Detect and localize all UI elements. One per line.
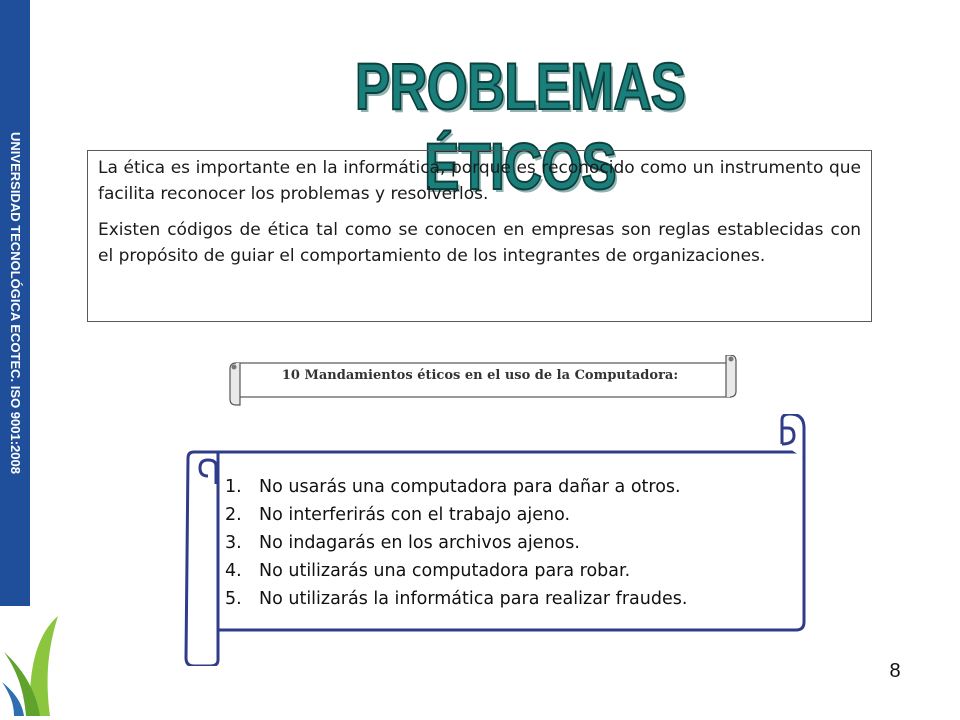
intro-paragraph-2: Existen códigos de ética tal como se conocen en empresas son reglas establecidas con el propósito de guiar el comportamiento de los integrantes de organizaciones. [98,220,861,266]
list-item [225,501,795,529]
list-item-text: No interferirás con el trabajo ajeno. [259,505,571,525]
list-item-text: No usarás una computadora para dañar a otros. [259,477,681,497]
commandments-list [225,473,795,613]
intro-text-box [87,150,872,322]
list-item-number: 1. [225,477,242,497]
list-item [225,473,795,501]
list-item-number: 2. [225,505,242,525]
list-item-text: No utilizarás la informática para realizar fraudes. [259,589,688,609]
list-item [225,585,795,613]
list-item-number: 4. [225,561,242,581]
sidebar-university-text: UNIVERSIDAD TECNOLÓGICA ECOTEC. ISO 9001:2008 [8,132,23,474]
list-item [225,529,795,557]
ecotec-logo-icon [0,612,70,720]
page-title: PROBLEMAS ÉTICOS [354,49,686,203]
list-item-text: No utilizarás una computadora para robar. [259,561,631,581]
list-item-text: No indagarás en los archivos ajenos. [259,533,580,553]
page-number: 8 [889,660,901,682]
list-item-number: 5. [225,589,242,609]
banner-label: 10 Mandamientos éticos en el uso de la Computadora: [281,368,679,383]
list-item-number: 3. [225,533,242,553]
list-item [225,557,795,585]
intro-paragraph-1: La ética es importante en la informática, porque es reconocido como un instrumento que facilita reconocer los problemas y resolverlos. [98,158,861,204]
sidebar-bar [0,0,30,606]
